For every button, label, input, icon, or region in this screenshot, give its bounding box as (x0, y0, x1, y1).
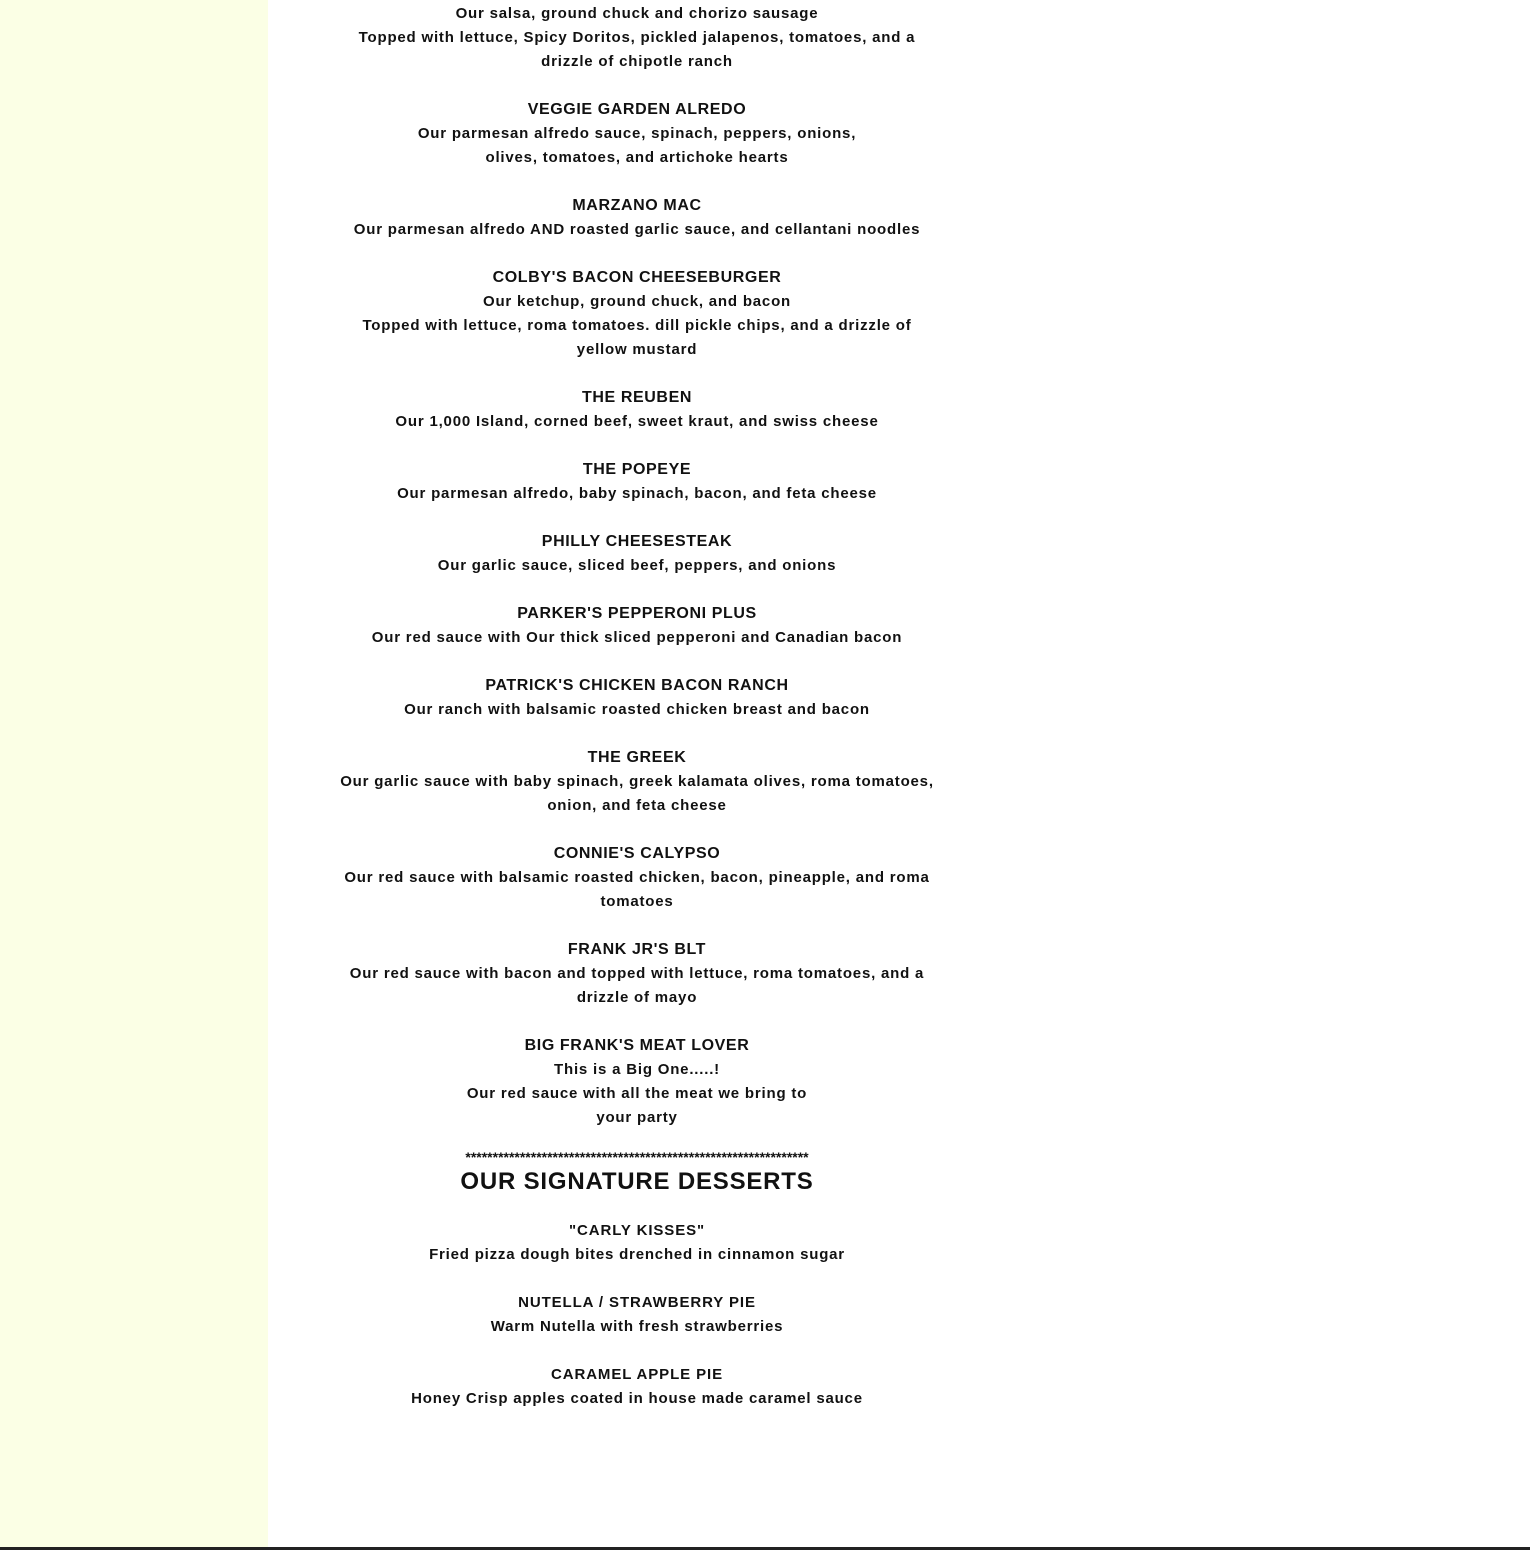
menu-item (338, 674, 936, 722)
menu-item-title: THE POPEYE (582, 461, 692, 478)
dessert-item-desc: Fried pizza dough bites drenched in cinnamon sugar (429, 1246, 845, 1263)
menu-item-title: PHILLY CHEESESTEAK (541, 533, 733, 550)
dessert-item-title: CARAMEL APPLE PIE (551, 1366, 723, 1383)
menu-item-title: CONNIE'S CALYPSO (553, 845, 721, 862)
menu-item-desc: Our red sauce with balsamic roasted chicken, bacon, pineapple, and roma (344, 869, 930, 886)
dessert-item (338, 1219, 936, 1267)
menu-item-desc: Our 1,000 Island, corned beef, sweet kraut, and swiss cheese (395, 413, 879, 430)
menu-item (338, 746, 936, 818)
menu-item-desc: Our red sauce with all the meat we bring to (466, 1085, 808, 1102)
menu-item-title: PARKER'S PEPPERONI PLUS (517, 605, 757, 622)
menu-item-desc: Our parmesan alfredo AND roasted garlic sauce, and cellantani noodles (353, 221, 921, 238)
menu-item (338, 0, 936, 74)
menu-item-title: FRANK JR'S BLT (567, 941, 707, 958)
menu-item-desc: Our salsa, ground chuck and chorizo sausage (455, 5, 819, 22)
menu-item (338, 938, 936, 1010)
dessert-item-desc: Warm Nutella with fresh strawberries (490, 1318, 784, 1335)
menu-item-desc: olives, tomatoes, and artichoke hearts (485, 149, 789, 166)
menu-item-desc: Our red sauce with Our thick sliced pepperoni and Canadian bacon (371, 629, 903, 646)
menu-item (338, 530, 936, 578)
menu-item-title: VEGGIE GARDEN ALREDO (527, 101, 747, 118)
menu-item-desc: Our parmesan alfredo, baby spinach, bacon, and feta cheese (397, 485, 877, 502)
menu-item (338, 602, 936, 650)
menu-item-desc: drizzle of chipotle ranch (541, 53, 733, 70)
menu-item-desc: tomatoes (600, 893, 674, 910)
desserts-heading: OUR SIGNATURE DESSERTS (460, 1168, 814, 1195)
menu-item-desc: Topped with lettuce, roma tomatoes. dill pickle chips, and a drizzle of (362, 317, 912, 334)
dessert-item-title: "CARLY KISSES" (568, 1222, 706, 1239)
left-sidebar (0, 0, 268, 1550)
menu-item-desc: onion, and feta cheese (547, 797, 727, 814)
menu-item-desc: yellow mustard (576, 341, 698, 358)
menu-item-desc: This is a Big One.....! (554, 1061, 720, 1078)
dessert-item (338, 1291, 936, 1339)
menu-content (338, 0, 936, 1435)
menu-item (338, 458, 936, 506)
menu-item-desc: Our garlic sauce, sliced beef, peppers, and onions (437, 557, 837, 574)
dessert-item (338, 1363, 936, 1411)
menu-item-desc: Our garlic sauce with baby spinach, greek kalamata olives, roma tomatoes, (340, 773, 934, 790)
menu-item (338, 194, 936, 242)
asterisk-divider: *************************************************************** (465, 1149, 809, 1165)
menu-item-desc: Our ranch with balsamic roasted chicken breast and bacon (404, 701, 870, 718)
menu-item (338, 266, 936, 362)
menu-item-desc: Our parmesan alfredo sauce, spinach, peppers, onions, (417, 125, 857, 142)
menu-item (338, 98, 936, 170)
menu-item-title: PATRICK'S CHICKEN BACON RANCH (485, 677, 789, 694)
menu-item (338, 386, 936, 434)
menu-item-desc: your party (596, 1109, 678, 1126)
menu-item-title: THE REUBEN (581, 389, 692, 406)
menu-item-title: BIG FRANK'S MEAT LOVER (524, 1037, 750, 1054)
menu-item (338, 842, 936, 914)
menu-item-title: COLBY'S BACON CHEESEBURGER (492, 269, 782, 286)
dessert-item-title: NUTELLA / STRAWBERRY PIE (518, 1294, 756, 1311)
menu-item-desc: drizzle of mayo (576, 989, 698, 1006)
menu-item-desc: Our red sauce with bacon and topped with lettuce, roma tomatoes, and a (349, 965, 925, 982)
menu-item (338, 1034, 936, 1130)
dessert-item-desc: Honey Crisp apples coated in house made caramel sauce (411, 1390, 863, 1407)
menu-item-title: MARZANO MAC (572, 197, 702, 214)
menu-item-desc: Our ketchup, ground chuck, and bacon (483, 293, 791, 310)
menu-item-title: THE GREEK (587, 749, 687, 766)
menu-item-desc: Topped with lettuce, Spicy Doritos, pickled jalapenos, tomatoes, and a (358, 29, 916, 46)
